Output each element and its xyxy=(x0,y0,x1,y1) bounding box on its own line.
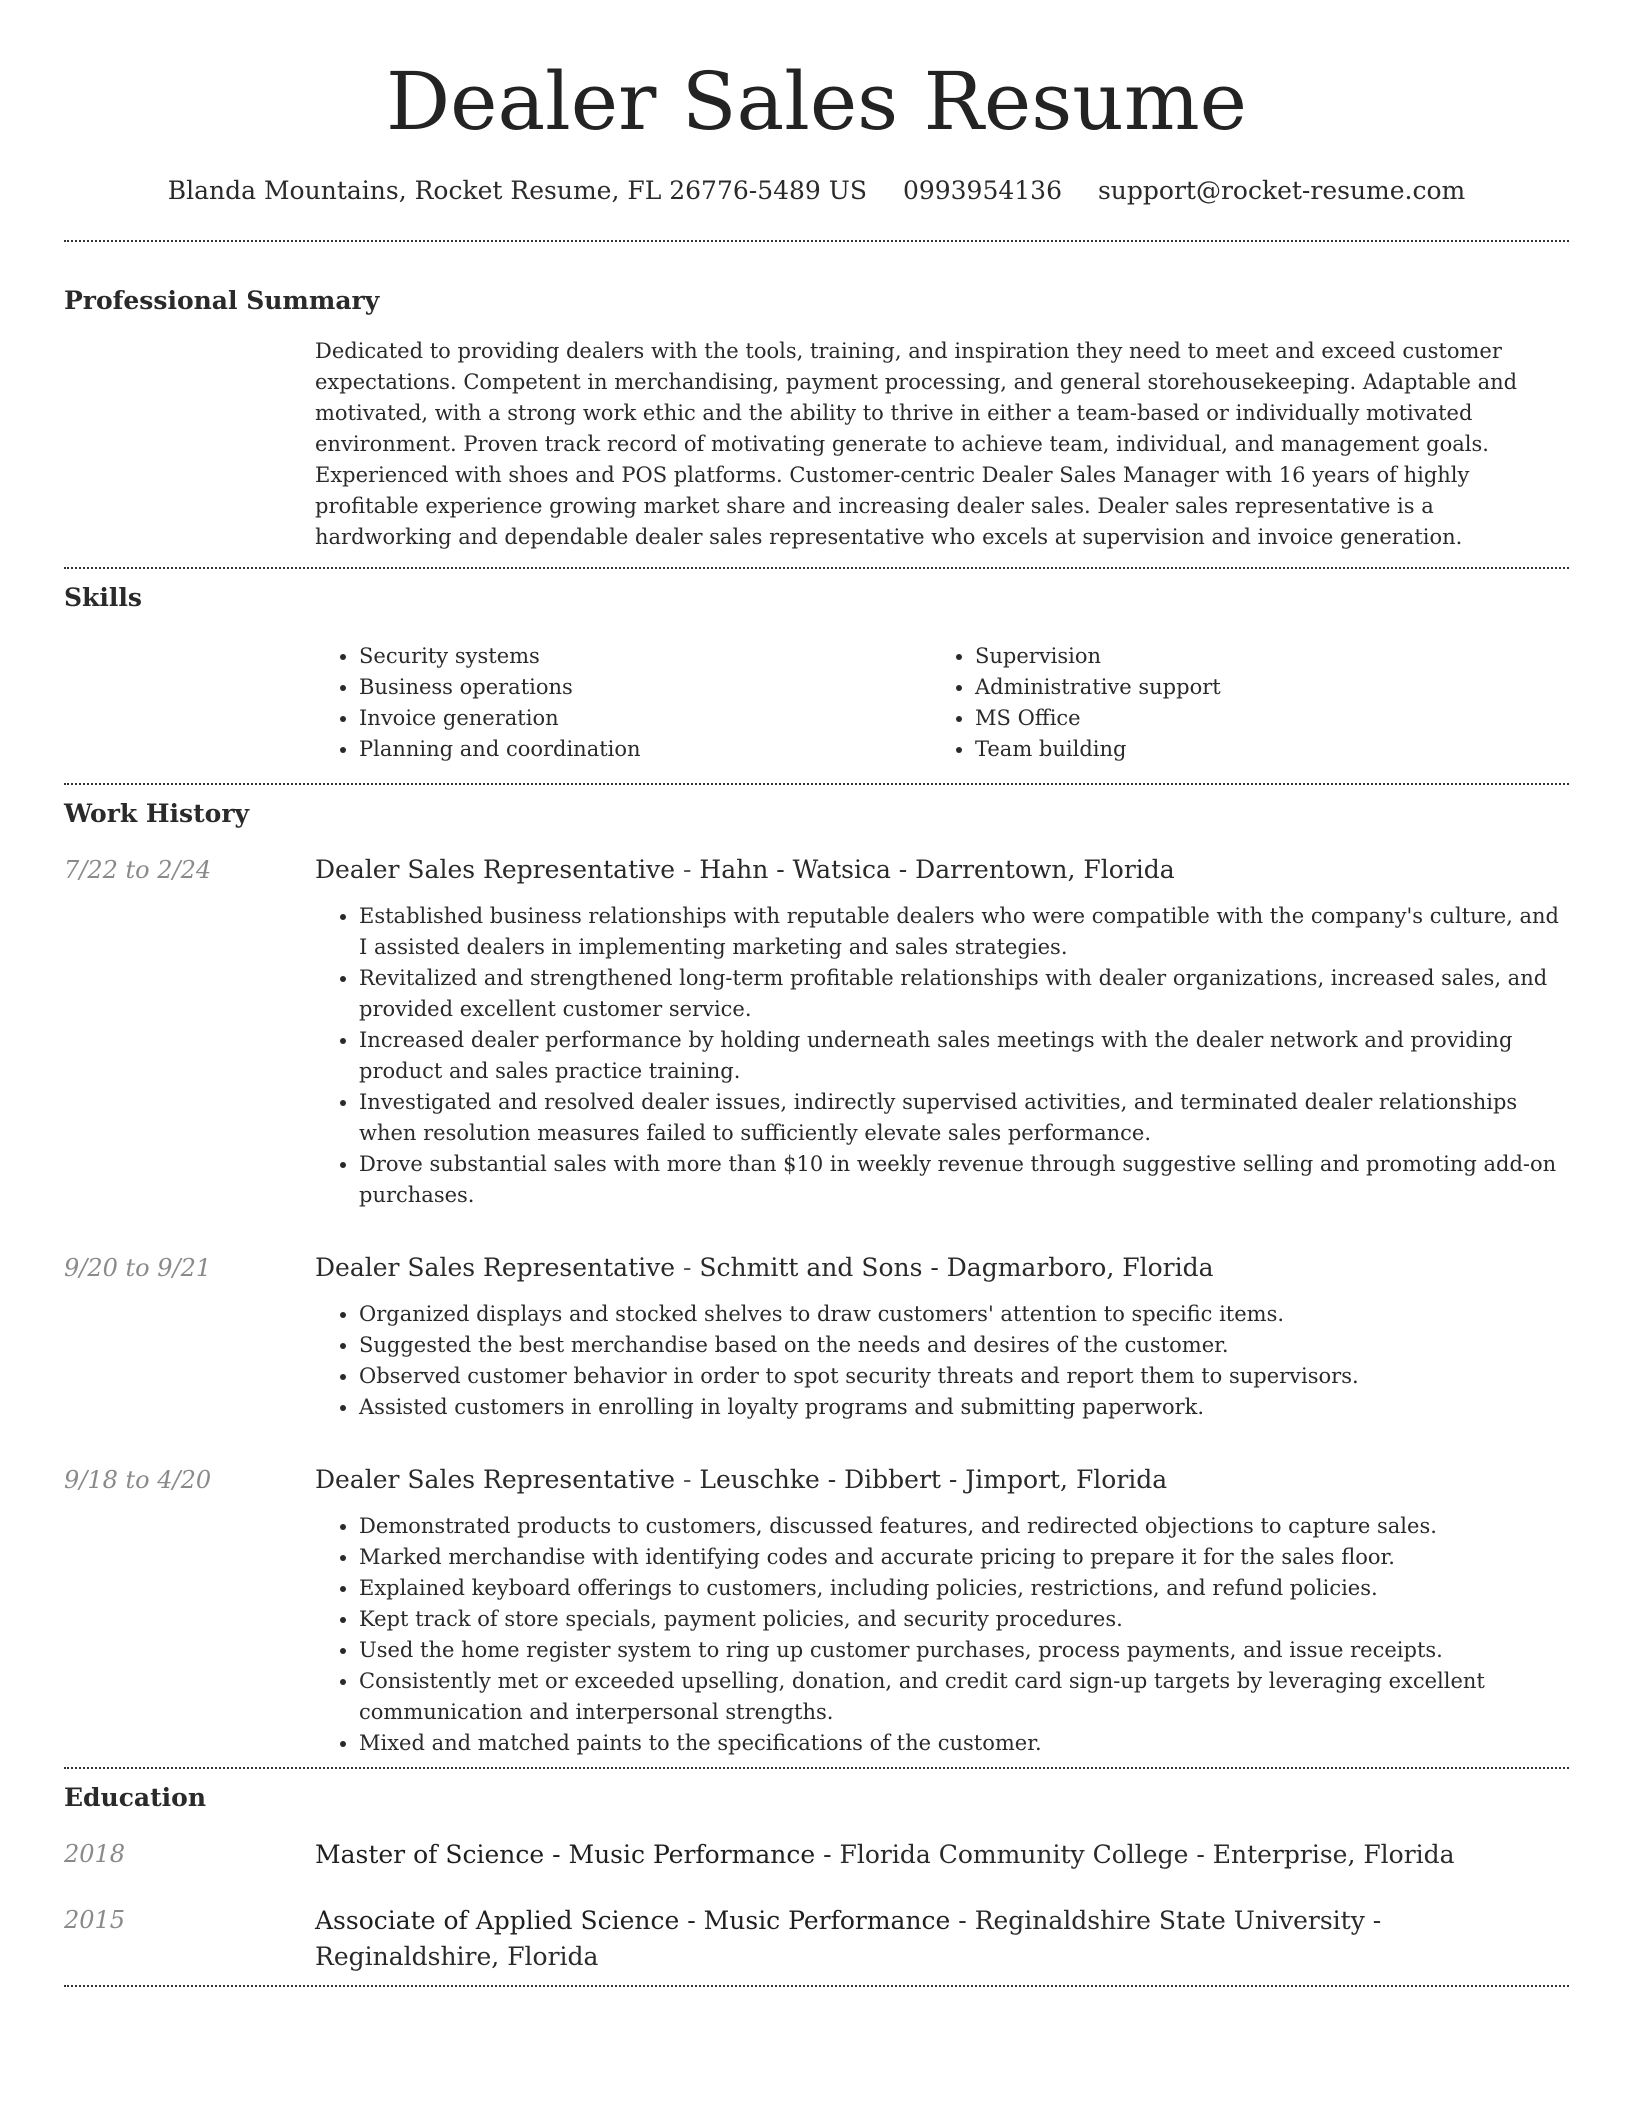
job-bullets xyxy=(315,901,1569,1211)
job-bullet: • Established business relationships with reputable dealers who were compatible with the company's culture, and I assisted dealers in implementing marketing and sales strategies. xyxy=(359,901,1569,963)
job-bullets xyxy=(315,1511,1569,1759)
job-date: 9/18 to 4/20 xyxy=(64,1466,212,1494)
skill-item: • Invoice generation xyxy=(359,703,931,734)
resume-title: Dealer Sales Resume xyxy=(385,55,1248,148)
education-degree: Associate of Applied Science - Music Performance xyxy=(315,1906,951,1935)
job-bullet: • Marked merchandise with identifying codes and accurate pricing to prepare it for the sales floor. xyxy=(359,1542,1569,1573)
section-heading-skills: Skills xyxy=(64,583,142,612)
summary-text: Dedicated to providing dealers with the tools, training, and inspiration they need to meet and exceed customer expectations. Competent in merchandising, payment processing, and general storehousekeeping. Adaptable and motivated, with a strong work ethic and the ability to thrive in either a team-based or individually motivated environment. Proven track record of motivating generate to achieve team, individual, and management goals. Experienced with shoes and POS platforms. Customer-centric Dealer Sales Manager with 16 years of highly profitable experience growing market share and increasing dealer sales. Dealer sales representative is a hardworking and dependable dealer sales representative who excels at supervision and invoice generation. xyxy=(315,339,1518,549)
job-title: Dealer Sales Representative xyxy=(315,1253,676,1282)
job-bullet: • Observed customer behavior in order to spot security threats and report them to supervisors. xyxy=(359,1361,1569,1392)
skill-item: • Business operations xyxy=(359,672,931,703)
education-entry xyxy=(64,1903,1569,1975)
resume-page xyxy=(64,0,1569,1987)
skill-item: • Administrative support xyxy=(975,672,1547,703)
contact-line xyxy=(64,174,1569,208)
job-title: Dealer Sales Representative xyxy=(315,855,676,884)
job-title: Dealer Sales Representative xyxy=(315,1465,676,1494)
job-company: Hahn - Watsica - Darrentown, Florida xyxy=(699,855,1175,884)
job-bullet: • Revitalized and strengthened long-term profitable relationships with dealer organizations, increased sales, and provided excellent customer service. xyxy=(359,963,1569,1025)
job-bullet: • Kept track of store specials, payment policies, and security procedures. xyxy=(359,1604,1569,1635)
job-bullet: • Used the home register system to ring up customer purchases, process payments, and issue receipts. xyxy=(359,1635,1569,1666)
job-bullet: • Suggested the best merchandise based on the needs and desires of the customer. xyxy=(359,1330,1569,1361)
education-degree: Master of Science - Music Performance xyxy=(315,1840,816,1869)
skill-item: • Planning and coordination xyxy=(359,734,931,765)
job-bullet: • Assisted customers in enrolling in loyalty programs and submitting paperwork. xyxy=(359,1392,1569,1423)
job-date: 9/20 to 9/21 xyxy=(64,1254,212,1282)
divider xyxy=(64,1985,1569,1987)
skill-item: • Team building xyxy=(975,734,1547,765)
skill-item: • Supervision xyxy=(975,641,1547,672)
job-bullet: • Demonstrated products to customers, discussed features, and redirected objections to capture sales. xyxy=(359,1511,1569,1542)
education-year: 2018 xyxy=(64,1840,126,1868)
contact-address: Blanda Mountains, Rocket Resume, FL 26776-5489 US xyxy=(167,176,867,205)
education-entry xyxy=(64,1837,1569,1873)
education-school: Reginaldshire State University - Reginaldshire, Florida xyxy=(315,1906,1382,1971)
job-company: Leuschke - Dibbert - Jimport, Florida xyxy=(699,1465,1168,1494)
contact-email[interactable]: support@rocket-resume.com xyxy=(1097,176,1466,205)
job-bullet: • Organized displays and stocked shelves to draw customers' attention to specific items. xyxy=(359,1299,1569,1330)
skills-list-left xyxy=(315,641,931,765)
job-entry xyxy=(64,1251,1569,1423)
job-heading: Dealer Sales Representative - Hahn - Watsica - Darrentown, Florida xyxy=(315,855,1175,884)
education-year: 2015 xyxy=(64,1906,126,1934)
education-section xyxy=(64,1769,1569,1985)
job-bullet: • Drove substantial sales with more than $10 in weekly revenue through suggestive selling and promoting add-on purchases. xyxy=(359,1149,1569,1211)
section-heading-education: Education xyxy=(64,1783,207,1812)
job-entry xyxy=(64,853,1569,1211)
contact-phone: 0993954136 xyxy=(902,176,1062,205)
skills-grid xyxy=(315,641,1569,765)
skill-item: • Security systems xyxy=(359,641,931,672)
skill-item: • MS Office xyxy=(975,703,1547,734)
job-bullets xyxy=(315,1299,1569,1423)
summary-section xyxy=(64,242,1569,567)
skills-section xyxy=(64,569,1569,783)
education-detail: Associate of Applied Science - Music Performance - Reginaldshire State University - Reginaldshire, Florida xyxy=(315,1906,1382,1971)
section-heading-work: Work History xyxy=(64,799,250,828)
job-bullet: • Explained keyboard offerings to customers, including policies, restrictions, and refund policies. xyxy=(359,1573,1569,1604)
skills-list-right xyxy=(931,641,1547,765)
job-bullet: • Mixed and matched paints to the specifications of the customer. xyxy=(359,1728,1569,1759)
job-bullet: • Increased dealer performance by holding underneath sales meetings with the dealer network and providing product and sales practice training. xyxy=(359,1025,1569,1087)
education-detail: Master of Science - Music Performance - Florida Community College - Enterprise, Florida xyxy=(315,1840,1455,1869)
job-bullet: • Consistently met or exceeded upselling, donation, and credit card sign-up targets by leveraging excellent communication and interpersonal strengths. xyxy=(359,1666,1569,1728)
job-date: 7/22 to 2/24 xyxy=(64,856,212,884)
work-history-section xyxy=(64,785,1569,1767)
job-heading: Dealer Sales Representative - Schmitt and Sons - Dagmarboro, Florida xyxy=(315,1253,1214,1282)
education-school: Florida Community College - Enterprise, Florida xyxy=(839,1840,1455,1869)
job-bullet: • Investigated and resolved dealer issues, indirectly supervised activities, and terminated dealer relationships when resolution measures failed to sufficiently elevate sales performance. xyxy=(359,1087,1569,1149)
job-heading: Dealer Sales Representative - Leuschke - Dibbert - Jimport, Florida xyxy=(315,1465,1168,1494)
job-company: Schmitt and Sons - Dagmarboro, Florida xyxy=(699,1253,1214,1282)
section-heading-summary: Professional Summary xyxy=(64,286,380,315)
job-entry xyxy=(64,1463,1569,1759)
